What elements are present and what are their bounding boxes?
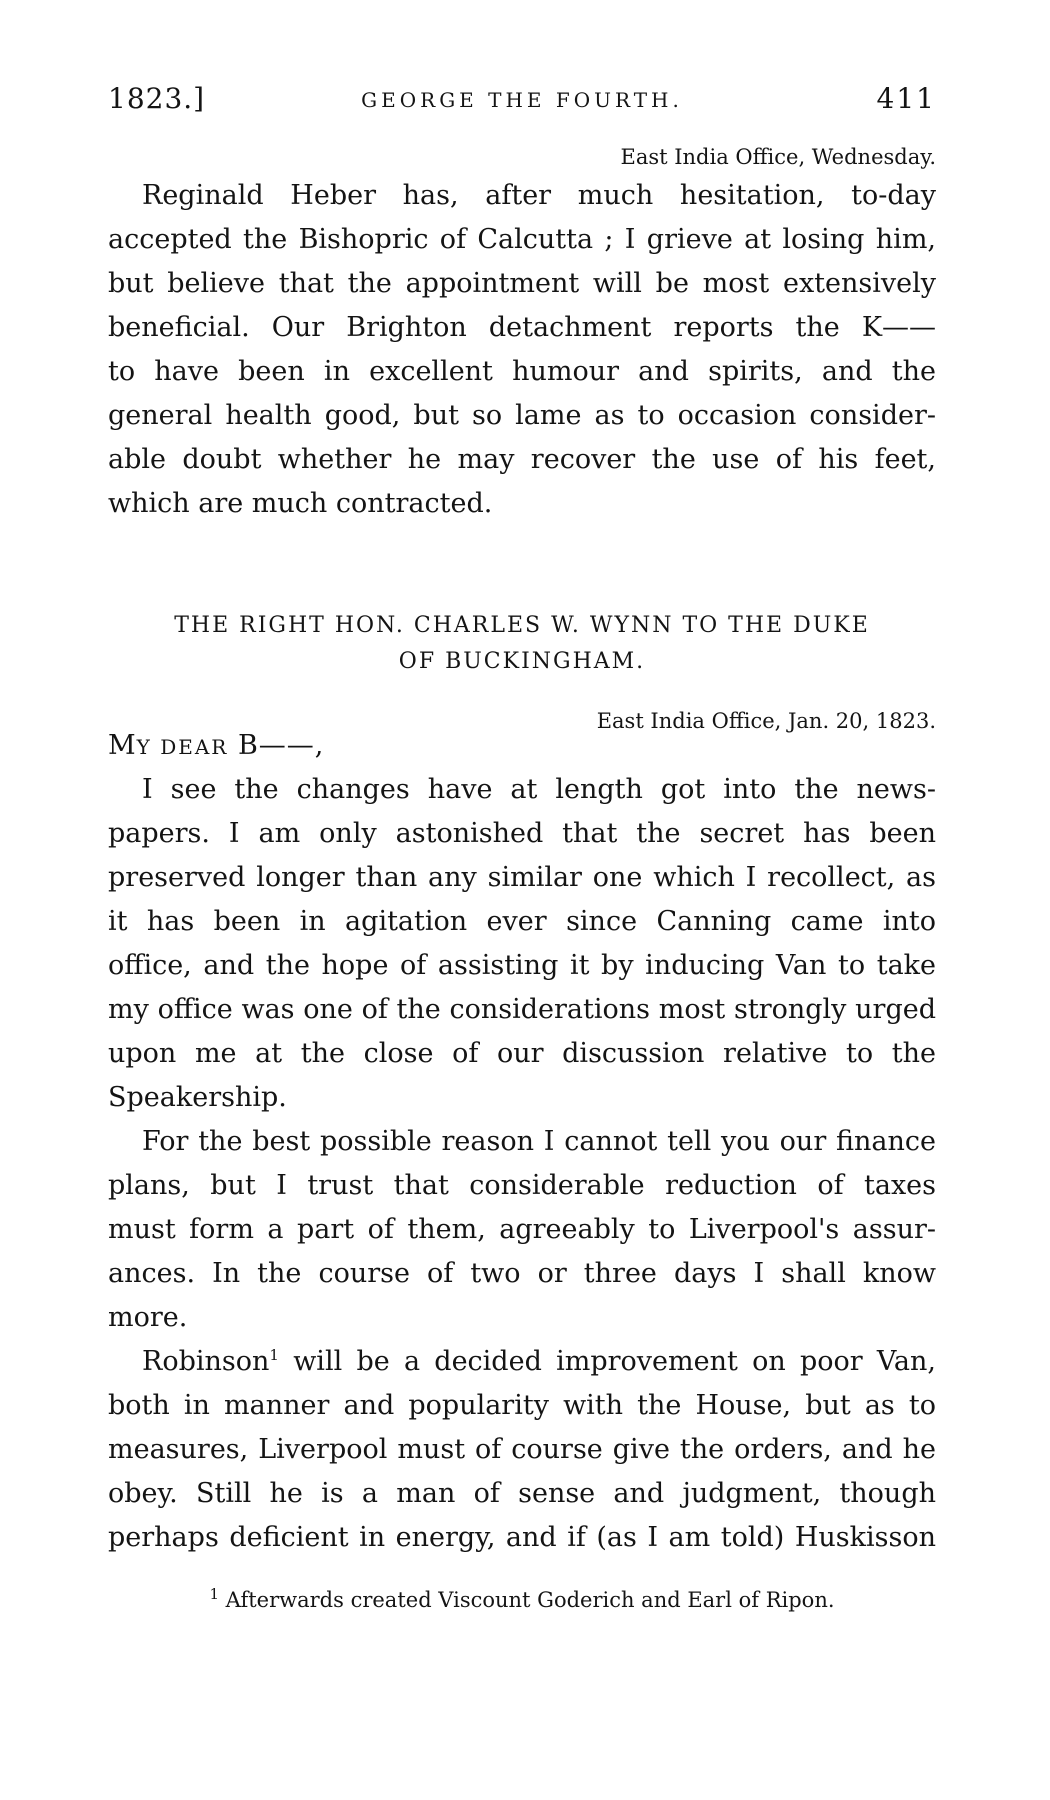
- text-line: both in manner and popularity with the House, but as to: [108, 1390, 936, 1421]
- text-line: plans, but I trust that considerable reduction of taxes: [108, 1170, 936, 1201]
- salutation-small-caps: Y DEAR: [136, 735, 229, 759]
- text-line: Reginald Heber has, after much hesitation, to-day: [142, 180, 936, 211]
- page-number: 411: [876, 82, 936, 115]
- running-title: GEORGE THE FOURTH.: [361, 88, 683, 112]
- text-line: it has been in agitation ever since Canning came into: [108, 906, 936, 937]
- text-line: more.: [108, 1302, 188, 1333]
- first-letter-dateline: East India Office, Wednesday.: [620, 145, 936, 169]
- text-line: to have been in excellent humour and spirits, and the: [108, 356, 936, 387]
- text-line: my office was one of the considerations most strongly urged: [108, 994, 936, 1025]
- header-year: 1823.]: [108, 82, 206, 115]
- running-header: [108, 82, 936, 122]
- text-line: general health good, but so lame as to occasion consider-: [108, 400, 936, 431]
- second-letter: [108, 704, 936, 1560]
- text-line: upon me at the close of our discussion relative to the: [108, 1038, 936, 1069]
- second-letter-dateline: East India Office, Jan. 20, 1823.: [596, 709, 936, 733]
- footnote-reference: 1: [269, 1346, 279, 1364]
- letter-heading-line: OF BUCKINGHAM.: [398, 649, 646, 674]
- text-line: Speakership.: [108, 1082, 287, 1113]
- footnote-marker: 1: [209, 1585, 219, 1603]
- text-line: ances. In the course of two or three days I shall know: [108, 1258, 936, 1289]
- salutation-initial: M: [108, 730, 137, 761]
- text-line: accepted the Bishopric of Calcutta ; I grieve at losing him,: [108, 224, 936, 255]
- footnote: [108, 1583, 936, 1617]
- text-line: measures, Liverpool must of course give the orders, and he: [108, 1434, 936, 1465]
- text-line: which are much contracted.: [108, 488, 493, 519]
- text-line: beneficial. Our Brighton detachment reports the K——: [108, 312, 936, 343]
- footnote-text: Afterwards created Viscount Goderich and Earl of Ripon.: [219, 1588, 835, 1612]
- text-line: For the best possible reason I cannot tell you our finance: [142, 1126, 936, 1157]
- line-remainder: will be a decided improvement on poor Van,: [278, 1346, 936, 1377]
- text-line: able doubt whether he may recover the use of his feet,: [108, 444, 936, 475]
- first-letter: [108, 140, 936, 526]
- text-line: obey. Still he is a man of sense and judgment, though: [108, 1478, 936, 1509]
- text-line: I see the changes have at length got into the news-: [142, 774, 936, 805]
- text-line: preserved longer than any similar one which I recollect, as: [108, 862, 936, 893]
- text-line: but believe that the appointment will be most extensively: [108, 268, 936, 299]
- letter-heading: [108, 608, 936, 680]
- text-line: [108, 1340, 936, 1384]
- letter-heading-line: THE RIGHT HON. CHARLES W. WYNN TO THE DUKE: [174, 613, 870, 638]
- salutation-name: B——,: [228, 730, 325, 761]
- text-line: papers. I am only astonished that the secret has been: [108, 818, 936, 849]
- robinson-word: Robinson: [142, 1346, 270, 1377]
- text-line: office, and the hope of assisting it by inducing Van to take: [108, 950, 936, 981]
- text-line: perhaps deficient in energy, and if (as I am told) Huskisson: [108, 1522, 936, 1553]
- text-line: must form a part of them, agreeably to Liverpool's assur-: [108, 1214, 936, 1245]
